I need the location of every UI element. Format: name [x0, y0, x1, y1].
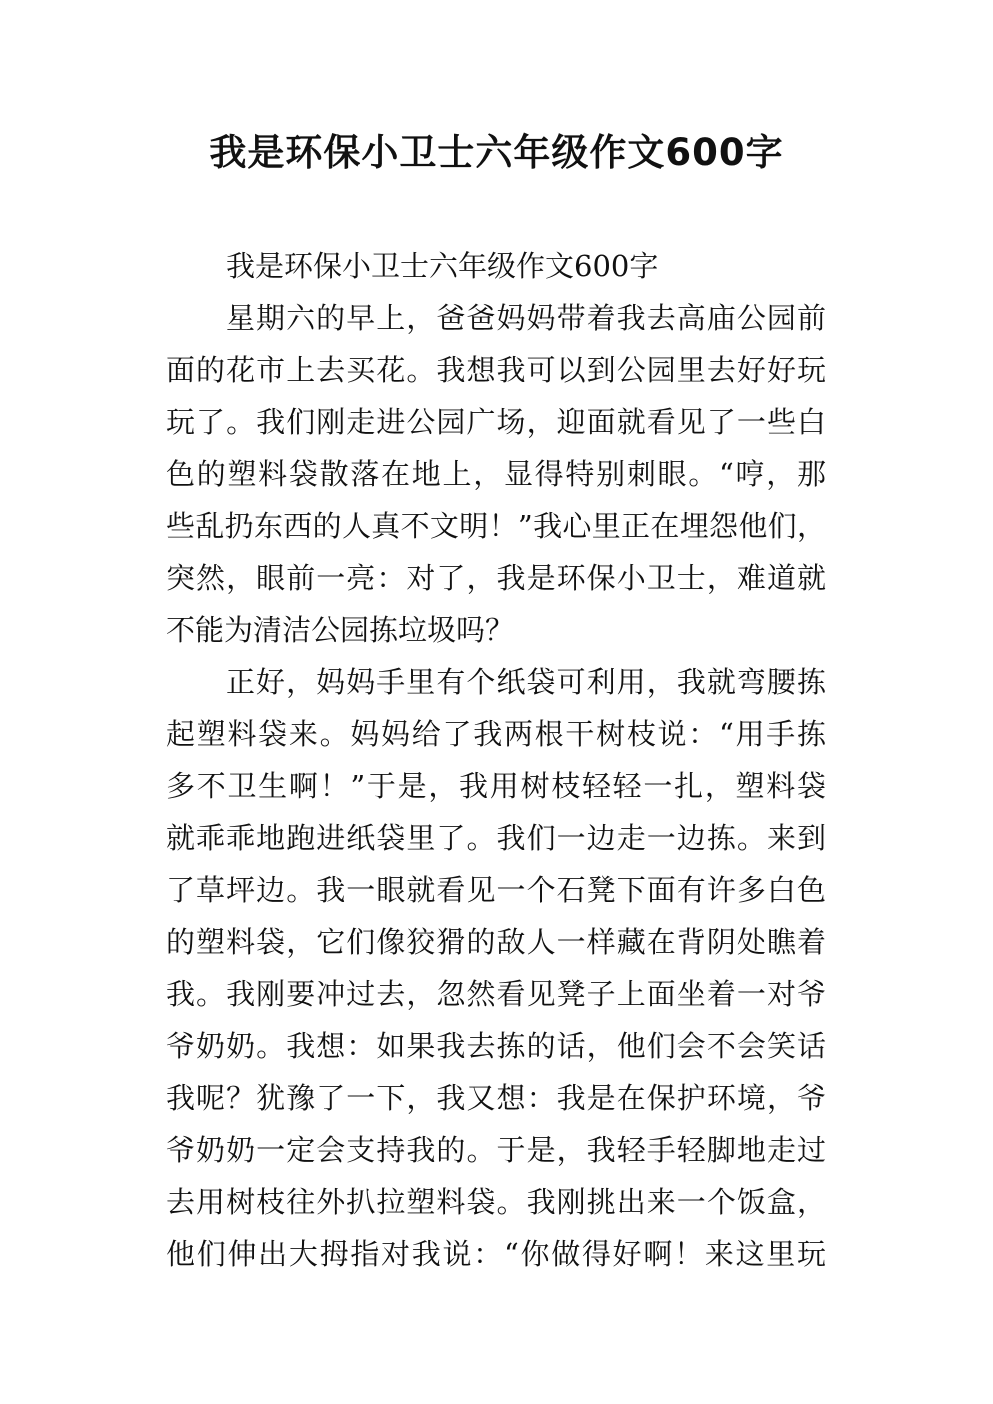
paragraph-line: 就乖乖地跑进纸袋里了。我们一边走一边拣。来到	[166, 821, 826, 855]
paragraph-line: 突然，眼前一亮：对了，我是环保小卫士，难道就	[166, 561, 826, 595]
paragraph-line: 多不卫生啊！”于是，我用树枝轻轻一扎，塑料袋	[166, 769, 826, 803]
paragraph-line: 我是环保小卫士六年级作文600字	[226, 249, 659, 283]
paragraph-line: 色的塑料袋散落在地上，显得特别刺眼。“哼，那	[166, 457, 826, 491]
paragraph-line: 我。我刚要冲过去，忽然看见凳子上面坐着一对爷	[166, 977, 826, 1011]
paragraph-line: 了草坪边。我一眼就看见一个石凳下面有许多白色	[166, 873, 826, 907]
paragraph-line: 爷奶奶。我想：如果我去拣的话，他们会不会笑话	[166, 1029, 826, 1063]
paragraph-line: 去用树枝往外扒拉塑料袋。我刚挑出来一个饭盒，	[166, 1185, 826, 1219]
paragraph-line: 爷奶奶一定会支持我的。于是，我轻手轻脚地走过	[166, 1133, 826, 1167]
paragraph-line: 他们伸出大拇指对我说：“你做得好啊！来这里玩	[166, 1237, 826, 1271]
paragraph-line: 些乱扔东西的人真不文明！”我心里正在埋怨他们，	[166, 509, 826, 543]
paragraph-line: 星期六的早上，爸爸妈妈带着我去高庙公园前	[226, 301, 826, 335]
paragraph-line: 我呢？犹豫了一下，我又想：我是在保护环境，爷	[166, 1081, 826, 1115]
paragraph-line: 正好，妈妈手里有个纸袋可利用，我就弯腰拣	[226, 665, 826, 699]
paragraph-line: 的塑料袋，它们像狡猾的敌人一样藏在背阴处瞧着	[166, 925, 826, 959]
paragraph-line: 起塑料袋来。妈妈给了我两根干树枝说：“用手拣	[166, 717, 826, 751]
paragraph-line: 不能为清洁公园拣垃圾吗？	[166, 613, 515, 647]
document-body	[166, 240, 826, 1280]
paragraph-line: 玩了。我们刚走进公园广场，迎面就看见了一些白	[166, 405, 826, 439]
paragraph-line: 面的花市上去买花。我想我可以到公园里去好好玩	[166, 353, 826, 387]
document-title: 我是环保小卫士六年级作文600字	[209, 131, 784, 174]
